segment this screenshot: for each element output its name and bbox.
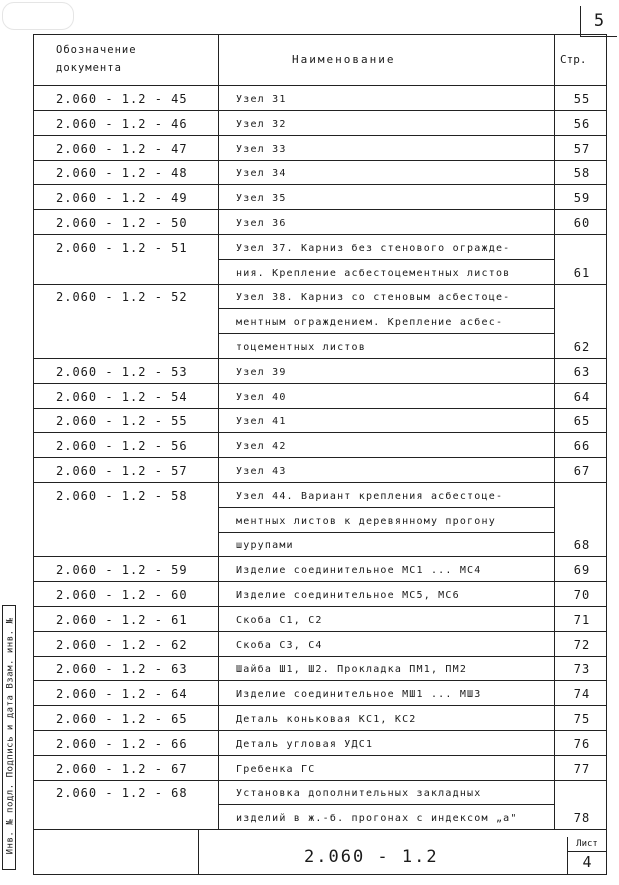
document-code-cell: 2.060 - 1.2 - 60 [56, 588, 188, 602]
header-page: Стр. [560, 53, 587, 66]
table-row [34, 408, 606, 433]
table-row [34, 656, 606, 681]
page-cell: 60 [573, 216, 591, 230]
document-code-cell: 2.060 - 1.2 - 50 [56, 216, 188, 230]
document-code: 2.060 - 1.2 [304, 847, 439, 867]
table-row [34, 433, 606, 458]
title-block-divider [198, 830, 199, 875]
name-cell: Скоба С1, С2 [236, 614, 323, 626]
name-cell: тоцементных листов [236, 342, 366, 353]
sheet-number: 4 [582, 853, 592, 871]
side-stamp-text: Инв. № подл. Подпись и дата Взам. инв. № [5, 617, 16, 855]
name-cell: Узел 42 [236, 441, 287, 453]
page-cell: 67 [573, 464, 591, 478]
name-cell: Шайба Ш1, Ш2. Прокладка ПМ1, ПМ2 [236, 664, 468, 676]
document-code-cell [56, 334, 216, 359]
document-table [33, 34, 607, 875]
name-cell: Деталь коньковая КС1, КС2 [236, 714, 417, 725]
table-row [34, 210, 606, 235]
name-cell: изделий в ж.-б. прогонах с индексом „а" [236, 813, 518, 825]
page-cell [558, 483, 606, 508]
document-code-cell [56, 805, 216, 830]
page-cell: 73 [573, 662, 591, 677]
document-code-cell: 2.060 - 1.2 - 58 [56, 488, 188, 503]
page-cell: 77 [573, 761, 591, 776]
table-row [34, 384, 606, 409]
table-row [34, 235, 606, 260]
table-row [34, 86, 606, 111]
table-row [34, 334, 606, 359]
page-cell: 69 [573, 563, 591, 578]
table-row [34, 681, 606, 706]
document-code-cell: 2.060 - 1.2 - 52 [56, 290, 188, 305]
name-cell: Узел 32 [236, 118, 287, 130]
name-cell: ментных листов к деревянному прогону [236, 515, 496, 527]
page-cell: 75 [573, 712, 591, 726]
table-row [34, 557, 606, 582]
table-row [34, 805, 606, 830]
table-row [34, 508, 606, 533]
side-stamp-strip [2, 605, 16, 870]
document-code-cell: 2.060 - 1.2 - 55 [56, 414, 188, 429]
name-cell: Узел 41 [236, 416, 287, 428]
header-code-line1: Обозначение [56, 44, 137, 56]
page-cell: 78 [573, 811, 591, 826]
table-row [34, 582, 606, 607]
header-code-line2: документа [56, 62, 122, 74]
table-row [34, 532, 606, 557]
document-code-cell: 2.060 - 1.2 - 45 [56, 92, 188, 106]
document-code-cell: 2.060 - 1.2 - 46 [56, 116, 188, 131]
page-cell: 65 [573, 414, 591, 429]
page-cell: 72 [573, 637, 591, 652]
document-code-cell: 2.060 - 1.2 - 63 [56, 662, 188, 677]
table-row [34, 359, 606, 384]
table-row [34, 111, 606, 136]
document-code-cell: 2.060 - 1.2 - 62 [56, 637, 188, 652]
page-cell: 71 [573, 612, 591, 627]
name-cell: Изделие соединительное МС5, МС6 [236, 590, 460, 601]
page-cell: 63 [573, 364, 591, 379]
sheet-label: Лист [568, 837, 606, 852]
page-number: 5 [580, 6, 617, 37]
document-code-cell: 2.060 - 1.2 - 47 [56, 141, 188, 156]
table-row [34, 185, 606, 210]
page-cell [558, 309, 606, 334]
page-cell [558, 284, 606, 309]
header-name: Наименование [292, 53, 396, 66]
table-row [34, 756, 606, 781]
page-cell: 56 [573, 116, 591, 131]
sheet-box [567, 837, 606, 875]
document-code-cell [56, 309, 216, 334]
document-code-cell: 2.060 - 1.2 - 56 [56, 439, 188, 454]
name-cell: Установка дополнительных закладных [236, 788, 482, 800]
document-code-cell [56, 260, 216, 285]
name-cell: Гребенка ГС [236, 763, 316, 775]
document-code-cell [56, 508, 216, 533]
name-cell: ментным ограждением. Крепление асбес- [236, 317, 504, 329]
name-cell: Узел 43 [236, 466, 287, 477]
page-cell: 64 [573, 389, 591, 404]
name-cell: Скоба С3, С4 [236, 639, 323, 651]
name-cell: Узел 39 [236, 366, 287, 378]
document-code-cell: 2.060 - 1.2 - 51 [56, 240, 188, 255]
name-cell: Узел 35 [236, 193, 287, 205]
header-code [56, 41, 137, 77]
table-header [34, 35, 606, 86]
table-row [34, 309, 606, 334]
page-cell [558, 508, 606, 533]
document-code-cell: 2.060 - 1.2 - 59 [56, 563, 188, 578]
name-cell: шурупами [236, 540, 294, 552]
document-code-cell: 2.060 - 1.2 - 67 [56, 761, 188, 776]
document-code-cell: 2.060 - 1.2 - 64 [56, 687, 188, 702]
document-code-cell: 2.060 - 1.2 - 61 [56, 612, 188, 627]
name-cell: Узел 44. Вариант крепления асбестоце- [236, 490, 504, 502]
document-code-cell: 2.060 - 1.2 - 48 [56, 166, 188, 181]
table-row [34, 731, 606, 756]
page-cell: 74 [573, 687, 591, 702]
page-cell: 66 [573, 439, 591, 454]
document-code-cell: 2.060 - 1.2 - 54 [56, 389, 188, 404]
page-cell: 58 [573, 166, 591, 181]
table-row [34, 780, 606, 805]
document-code-cell: 2.060 - 1.2 - 57 [56, 464, 188, 478]
table-row [34, 607, 606, 632]
name-cell: Узел 34 [236, 168, 287, 180]
table-row [34, 706, 606, 731]
page-cell: 68 [573, 538, 591, 553]
name-cell: Узел 33 [236, 143, 287, 155]
name-cell: Узел 40 [236, 391, 287, 403]
table-row [34, 136, 606, 161]
page-cell: 76 [573, 736, 591, 751]
document-code-cell: 2.060 - 1.2 - 49 [56, 191, 188, 206]
document-code-cell: 2.060 - 1.2 - 53 [56, 364, 188, 379]
page-cell [558, 780, 606, 805]
name-cell: Изделие соединительное МШ1 ... МШ3 [236, 689, 482, 701]
page-cell: 57 [573, 141, 591, 156]
name-cell: Узел 37. Карниз без стенового огражде- [236, 242, 511, 254]
document-code-cell: 2.060 - 1.2 - 68 [56, 786, 188, 801]
title-block [34, 829, 606, 875]
table-row [34, 632, 606, 657]
page-cell: 62 [573, 340, 591, 354]
name-cell: Изделие соединительное МС1 ... МС4 [236, 565, 482, 577]
page-cell: 55 [573, 92, 591, 106]
table-row [34, 260, 606, 285]
table-row [34, 483, 606, 508]
page-cell [558, 235, 606, 260]
name-cell: ния. Крепление асбестоцементных листов [236, 267, 511, 279]
faded-stamp [2, 2, 74, 30]
document-code-cell [56, 532, 216, 557]
page-cell: 70 [573, 588, 591, 602]
name-cell: Узел 31 [236, 94, 287, 105]
table-row [34, 458, 606, 483]
document-code-cell: 2.060 - 1.2 - 66 [56, 736, 188, 751]
table-row [34, 284, 606, 309]
name-cell: Узел 36 [236, 218, 287, 229]
table-row [34, 160, 606, 185]
page-cell: 61 [573, 265, 591, 280]
page-cell: 59 [573, 191, 591, 206]
name-cell: Узел 38. Карниз со стеновым асбестоце- [236, 292, 511, 304]
name-cell: Деталь угловая УДС1 [236, 738, 374, 750]
document-code-cell: 2.060 - 1.2 - 65 [56, 712, 188, 726]
